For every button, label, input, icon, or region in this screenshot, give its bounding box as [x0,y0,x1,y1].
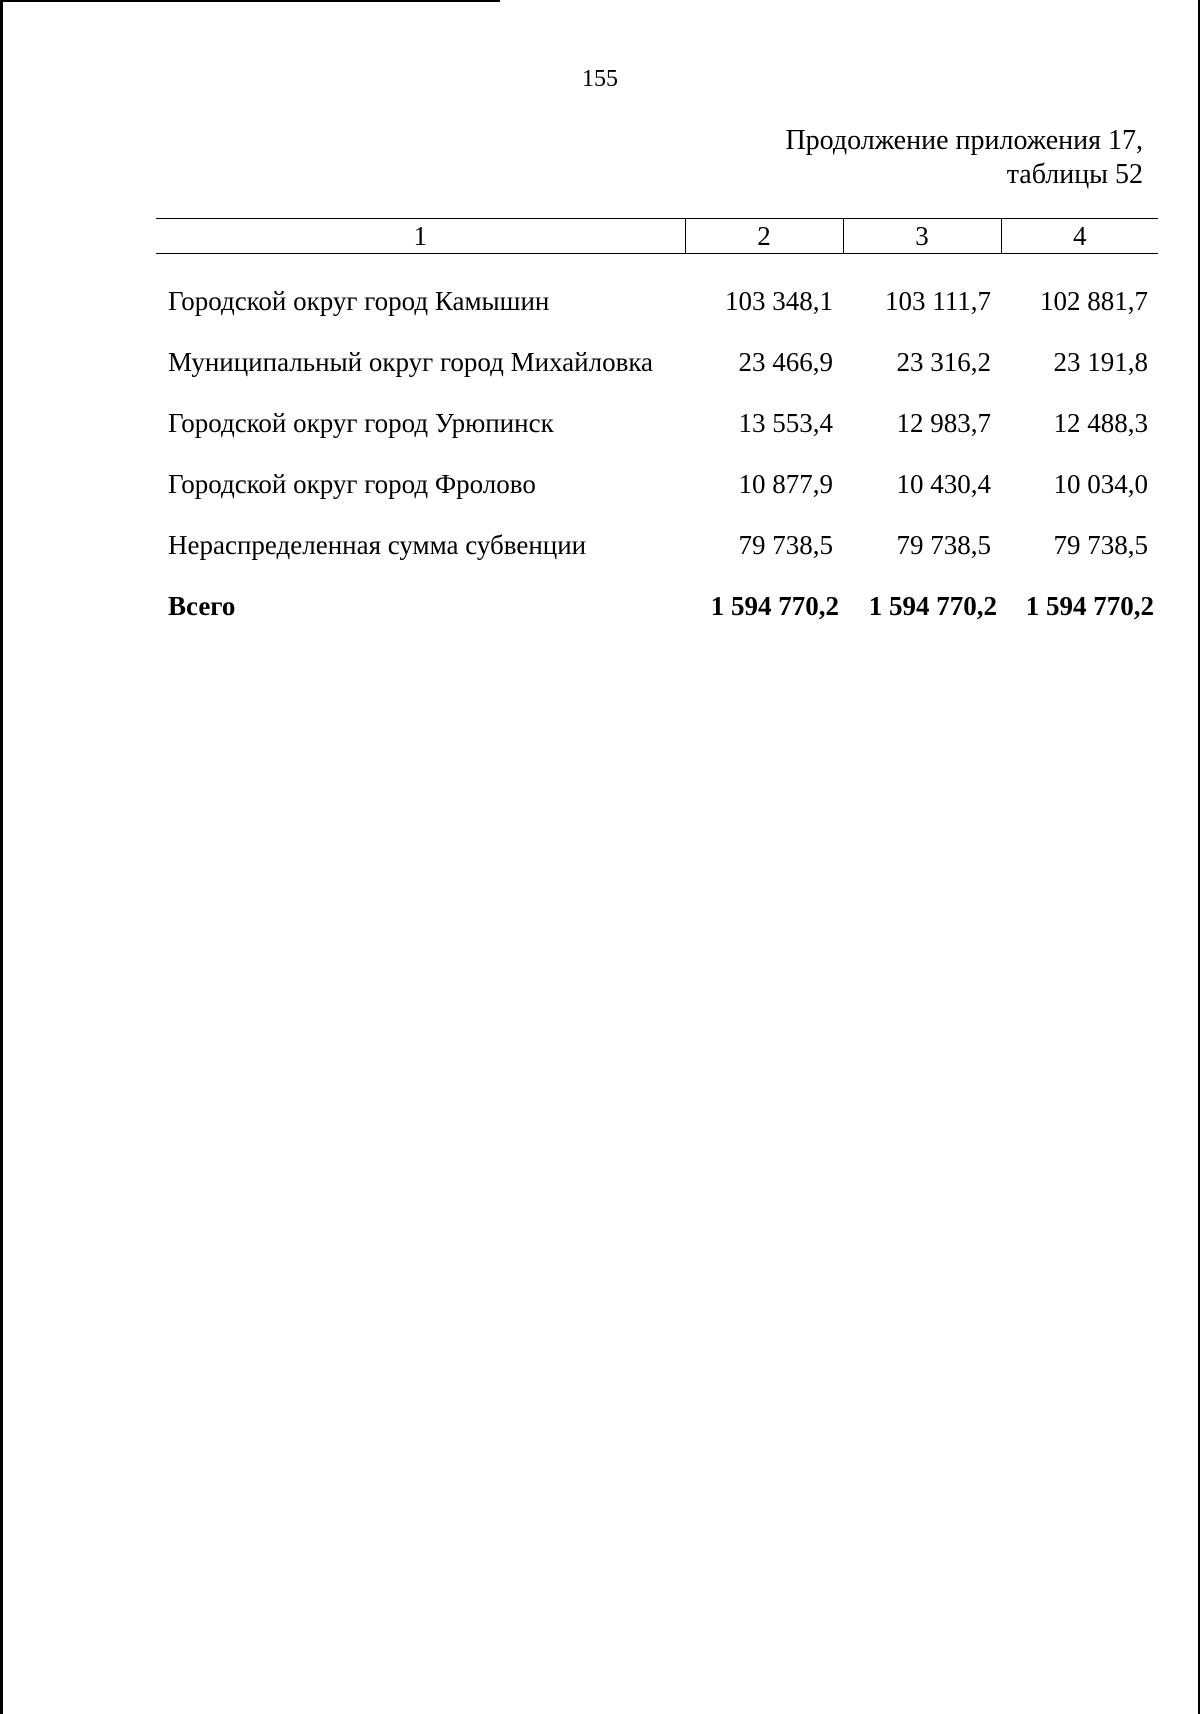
column-header-3: 3 [843,219,1001,254]
total-row [156,589,1158,623]
row-value-col4: 102 881,7 [1040,286,1148,316]
row-value-col4: 79 738,5 [1053,530,1148,560]
row-value-col2: 103 348,1 [725,286,833,316]
row-value-col2: 13 553,4 [738,408,833,438]
total-value-col4: 1 594 770,2 [1025,591,1154,621]
total-label: Всего [168,591,236,621]
row-value-col4: 12 488,3 [1053,408,1148,438]
total-value-col2: 1 594 770,2 [710,591,839,621]
scan-left-edge [0,0,3,1714]
row-value-col4: 23 191,8 [1053,347,1148,377]
row-name: Городской округ город Урюпинск [168,408,554,438]
row-value-col3: 79 738,5 [896,530,991,560]
row-value-col3: 23 316,2 [896,347,991,377]
row-value-col2: 23 466,9 [738,347,833,377]
table-row [156,345,1158,379]
row-value-col2: 10 877,9 [738,469,833,499]
table-spacer [156,379,1158,406]
row-value-col3: 103 111,7 [885,286,991,316]
row-value-col3: 10 430,4 [896,469,991,499]
row-name: Муниципальный округ город Михайловка [168,347,654,377]
table-row [156,467,1158,501]
continuation-line-2: таблицы 52 [1006,159,1143,190]
page-number: 155 [582,66,618,92]
row-name: Нераспределенная сумма субвенции [168,530,587,560]
scan-top-edge [0,0,500,2]
row-value-col3: 12 983,7 [896,408,991,438]
table-row [156,406,1158,440]
row-value-col2: 79 738,5 [738,530,833,560]
subvention-table [156,218,1158,623]
total-value-col3: 1 594 770,2 [868,591,997,621]
continuation-line-1: Продолжение приложения 17, [785,125,1143,156]
table-row [156,284,1158,318]
table-spacer [156,254,1158,285]
table-row [156,528,1158,562]
table-spacer [156,318,1158,345]
column-header-1: 1 [156,219,685,254]
column-header-4: 4 [1001,219,1158,254]
row-value-col4: 10 034,0 [1053,469,1148,499]
continuation-note [785,124,1143,192]
column-header-2: 2 [685,219,843,254]
row-name: Городской округ город Камышин [168,286,550,316]
table-spacer [156,501,1158,528]
table-spacer [156,562,1158,589]
table-spacer [156,440,1158,467]
row-name: Городской округ город Фролово [168,469,536,499]
table-header-row [156,219,1158,254]
